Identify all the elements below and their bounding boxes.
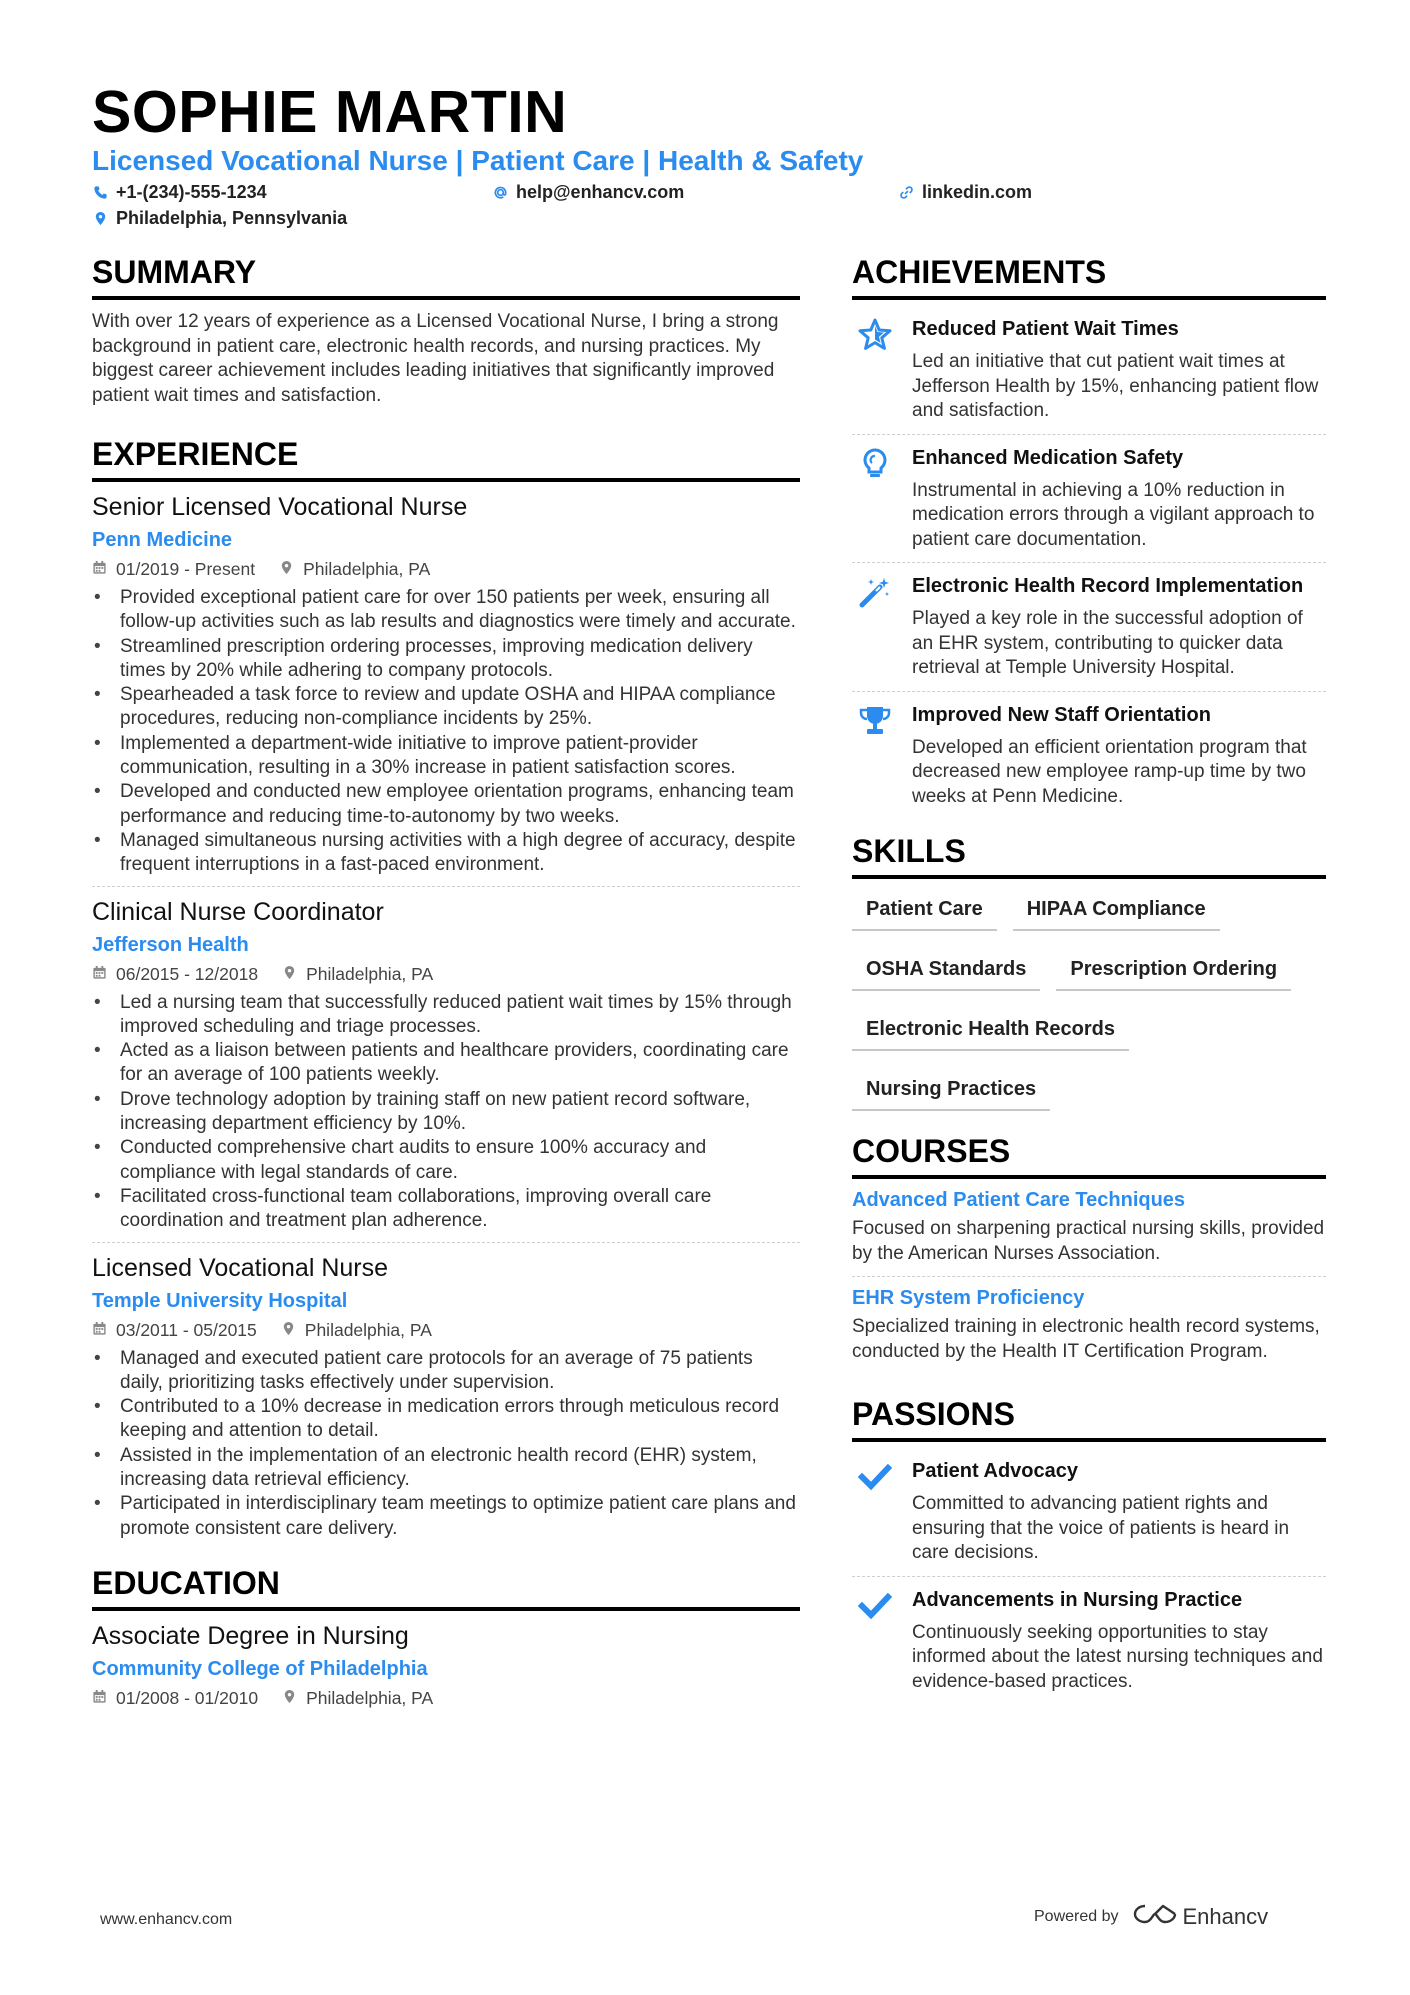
job-dates: 01/2019 - Present	[116, 559, 256, 579]
achievements-section	[852, 252, 1326, 819]
skill-tag: OSHA Standards	[852, 951, 1040, 991]
phone-text: +1-(234)-555-1234	[116, 181, 267, 202]
achievement-title: Improved New Staff Orientation	[912, 703, 1211, 726]
summary-section	[92, 252, 800, 408]
passion-title: Patient Advocacy	[912, 1460, 1078, 1482]
job-dates: 03/2011 - 05/2015	[116, 1319, 257, 1340]
courses-heading: COURSES	[852, 1131, 1326, 1179]
course-title: Advanced Patient Care Techniques	[852, 1189, 1186, 1211]
achievement-title: Electronic Health Record Implementation	[912, 575, 1304, 597]
degree-title: Associate Degree in Nursing	[92, 1621, 409, 1650]
contact-info	[92, 180, 1092, 204]
job-company: Jefferson Health	[92, 933, 249, 956]
bullet-item: • Assisted in the implementation of an electronic health record (EHR) system, increasing data retrieval efficiency.	[92, 1444, 800, 1493]
bullet-item: • Managed and executed patient care protocols for an average of 75 patients daily, prioritizing tasks effectively under supervision.	[92, 1347, 800, 1396]
passion-title: Advancements in Nursing Practice	[912, 1588, 1243, 1611]
footer-branding	[1034, 1902, 1268, 1932]
passion-item	[852, 1448, 1326, 1577]
map-pin-icon	[282, 961, 297, 987]
job-entry	[92, 490, 800, 886]
achievement-item	[852, 563, 1326, 692]
job-title: Senior Licensed Vocational Nurse	[92, 493, 468, 521]
skill-tag: Electronic Health Records	[852, 1011, 1129, 1051]
skills-section	[852, 831, 1326, 1131]
bullet-item: • Spearheaded a task force to review and update OSHA and HIPAA compliance procedures, reducing non-compliance incidents by 25%.	[92, 683, 800, 732]
bullet-item: • Managed simultaneous nursing activities with a high degree of accuracy, despite frequent interruptions in a fast-paced environment.	[92, 829, 800, 878]
map-pin-icon	[279, 556, 294, 582]
achievement-item	[852, 306, 1326, 435]
at-sign-icon	[492, 184, 508, 200]
candidate-name: SOPHIE MARTIN	[92, 79, 568, 145]
summary-heading: SUMMARY	[92, 252, 800, 300]
achievement-desc: Instrumental in achieving a 10% reduction in medication errors through a vigilant approach to patient care documentation.	[912, 479, 1315, 550]
job-entry	[92, 1242, 800, 1549]
footer-website[interactable]: www.enhancv.com	[100, 1911, 233, 1928]
courses-section	[852, 1131, 1326, 1374]
powered-by-text: Powered by	[1034, 1908, 1119, 1925]
star-icon	[852, 316, 898, 424]
map-pin-icon	[92, 210, 108, 226]
candidate-title: Licensed Vocational Nurse | Patient Care | Health & Safety	[92, 145, 864, 176]
job-meta	[92, 961, 800, 987]
location-info	[92, 206, 692, 230]
experience-heading: EXPERIENCE	[92, 434, 800, 482]
linkedin-contact[interactable]	[898, 182, 1032, 203]
location-text: Philadelphia, Pennsylvania	[116, 207, 348, 228]
brand-logo[interactable]	[1133, 1902, 1269, 1932]
enhancv-logo-icon	[1133, 1902, 1177, 1932]
education-section	[92, 1563, 800, 1719]
experience-section	[92, 434, 800, 1549]
job-bullets	[92, 586, 800, 878]
skill-tag: HIPAA Compliance	[1013, 891, 1220, 931]
passions-heading: PASSIONS	[852, 1394, 1326, 1442]
bullet-item: • Developed and conducted new employee orientation programs, enhancing team performance and reducing time-to-autonomy by two weeks.	[92, 780, 800, 829]
calendar-icon	[92, 1317, 107, 1343]
link-icon	[898, 184, 914, 200]
achievement-title: Enhanced Medication Safety	[912, 446, 1184, 469]
email-text: help@enhancv.com	[516, 181, 685, 202]
job-entry	[92, 886, 800, 1242]
right-column	[852, 252, 1326, 1704]
map-pin-icon	[282, 1685, 297, 1711]
bullet-item: • Drove technology adoption by training staff on new patient record software, increasing department efficiency by 10%.	[92, 1088, 800, 1137]
achievements-heading: ACHIEVEMENTS	[852, 252, 1326, 300]
education-dates: 01/2008 - 01/2010	[116, 1687, 259, 1708]
bullet-item: • Facilitated cross-functional team collaborations, improving overall care coordination and treatment plan adherence.	[92, 1185, 800, 1234]
calendar-icon	[92, 961, 107, 987]
bullet-item: • Provided exceptional patient care for over 150 patients per week, ensuring all follow-up activities such as lab results and diagnostics were timely and accurate.	[92, 586, 800, 635]
map-pin-icon	[281, 1317, 296, 1343]
education-entry	[92, 1619, 800, 1719]
bullet-item: • Led a nursing team that successfully reduced patient wait times by 15% through improved scheduling and triage processes.	[92, 991, 800, 1040]
bullet-item: • Conducted comprehensive chart audits to ensure 100% accuracy and compliance with legal standards of care.	[92, 1136, 800, 1185]
bullet-item: • Contributed to a 10% decrease in medication errors through meticulous record keeping and attention to detail.	[92, 1395, 800, 1444]
job-location: Philadelphia, PA	[306, 963, 434, 984]
achievement-item	[852, 435, 1326, 564]
bullet-item: • Implemented a department-wide initiative to improve patient-provider communication, resulting in a 30% increase in patient satisfaction scores.	[92, 732, 800, 781]
bullet-item: • Participated in interdisciplinary team meetings to optimize patient care plans and promote consistent care delivery.	[92, 1492, 800, 1541]
passions-section	[852, 1394, 1326, 1704]
course-item	[852, 1276, 1326, 1374]
calendar-icon	[92, 556, 107, 582]
summary-text: With over 12 years of experience as a Licensed Vocational Nurse, I bring a strong background in patient care, electronic health records, and nursing practices. My biggest career achievement includes leading initiatives that significantly improved patient wait times and satisfaction.	[92, 311, 779, 406]
checkmark-icon	[852, 1458, 898, 1566]
education-location: Philadelphia, PA	[306, 1687, 434, 1708]
job-title: Licensed Vocational Nurse	[92, 1253, 389, 1282]
job-title: Clinical Nurse Coordinator	[92, 897, 384, 926]
skill-tag: Patient Care	[852, 891, 997, 931]
passion-desc: Committed to advancing patient rights and ensuring that the voice of patients is heard in care decisions.	[912, 1493, 1290, 1563]
education-meta	[92, 1685, 800, 1711]
achievement-title: Reduced Patient Wait Times	[912, 318, 1179, 340]
achievement-desc: Played a key role in the successful adoption of an EHR system, contributing to quicker data retrieval at Temple University Hospital.	[912, 608, 1303, 678]
achievement-desc: Led an initiative that cut patient wait times at Jefferson Health by 15%, enhancing patient flow and satisfaction.	[912, 351, 1319, 421]
location-contact	[92, 208, 347, 229]
phone-contact[interactable]	[92, 182, 267, 203]
course-item	[852, 1179, 1326, 1276]
course-desc: Specialized training in electronic health record systems, conducted by the Health IT Certification Program.	[852, 1316, 1320, 1362]
bullet-item: • Acted as a liaison between patients and healthcare providers, coordinating care for an average of 100 patients weekly.	[92, 1039, 800, 1088]
brand-name: Enhancv	[1182, 1904, 1269, 1929]
skills-heading: SKILLS	[852, 831, 1326, 879]
magic-wand-icon	[852, 573, 898, 681]
email-contact[interactable]	[492, 182, 684, 203]
passion-desc: Continuously seeking opportunities to stay informed about the latest nursing techniques and evidence-based practices.	[912, 1621, 1323, 1692]
linkedin-text: linkedin.com	[922, 181, 1033, 202]
job-dates: 06/2015 - 12/2018	[116, 963, 259, 984]
job-company: Temple University Hospital	[92, 1289, 348, 1312]
achievement-item	[852, 692, 1326, 820]
school-name: Community College of Philadelphia	[92, 1657, 428, 1680]
job-location: Philadelphia, PA	[303, 559, 431, 579]
checkmark-icon	[852, 1587, 898, 1695]
trophy-icon	[852, 702, 898, 810]
left-column	[92, 252, 800, 1719]
education-heading: EDUCATION	[92, 1563, 800, 1611]
lightbulb-icon	[852, 445, 898, 553]
job-meta	[92, 556, 800, 582]
skill-tag: Nursing Practices	[852, 1071, 1050, 1111]
job-location: Philadelphia, PA	[304, 1319, 432, 1340]
job-company: Penn Medicine	[92, 529, 233, 551]
job-meta	[92, 1317, 800, 1343]
job-bullets	[92, 991, 800, 1234]
passion-item	[852, 1577, 1326, 1705]
bullet-item: • Streamlined prescription ordering processes, improving medication delivery times by 20% while adhering to company protocols.	[92, 635, 800, 684]
achievement-desc: Developed an efficient orientation program that decreased new employee ramp-up time by two weeks at Penn Medicine.	[912, 736, 1307, 807]
course-desc: Focused on sharpening practical nursing skills, provided by the American Nurses Association.	[852, 1218, 1325, 1264]
phone-icon	[92, 184, 108, 200]
course-title: EHR System Proficiency	[852, 1287, 1085, 1309]
skill-tag: Prescription Ordering	[1056, 951, 1291, 991]
job-bullets	[92, 1347, 800, 1541]
skills-list	[852, 891, 1326, 1131]
calendar-icon	[92, 1685, 107, 1711]
